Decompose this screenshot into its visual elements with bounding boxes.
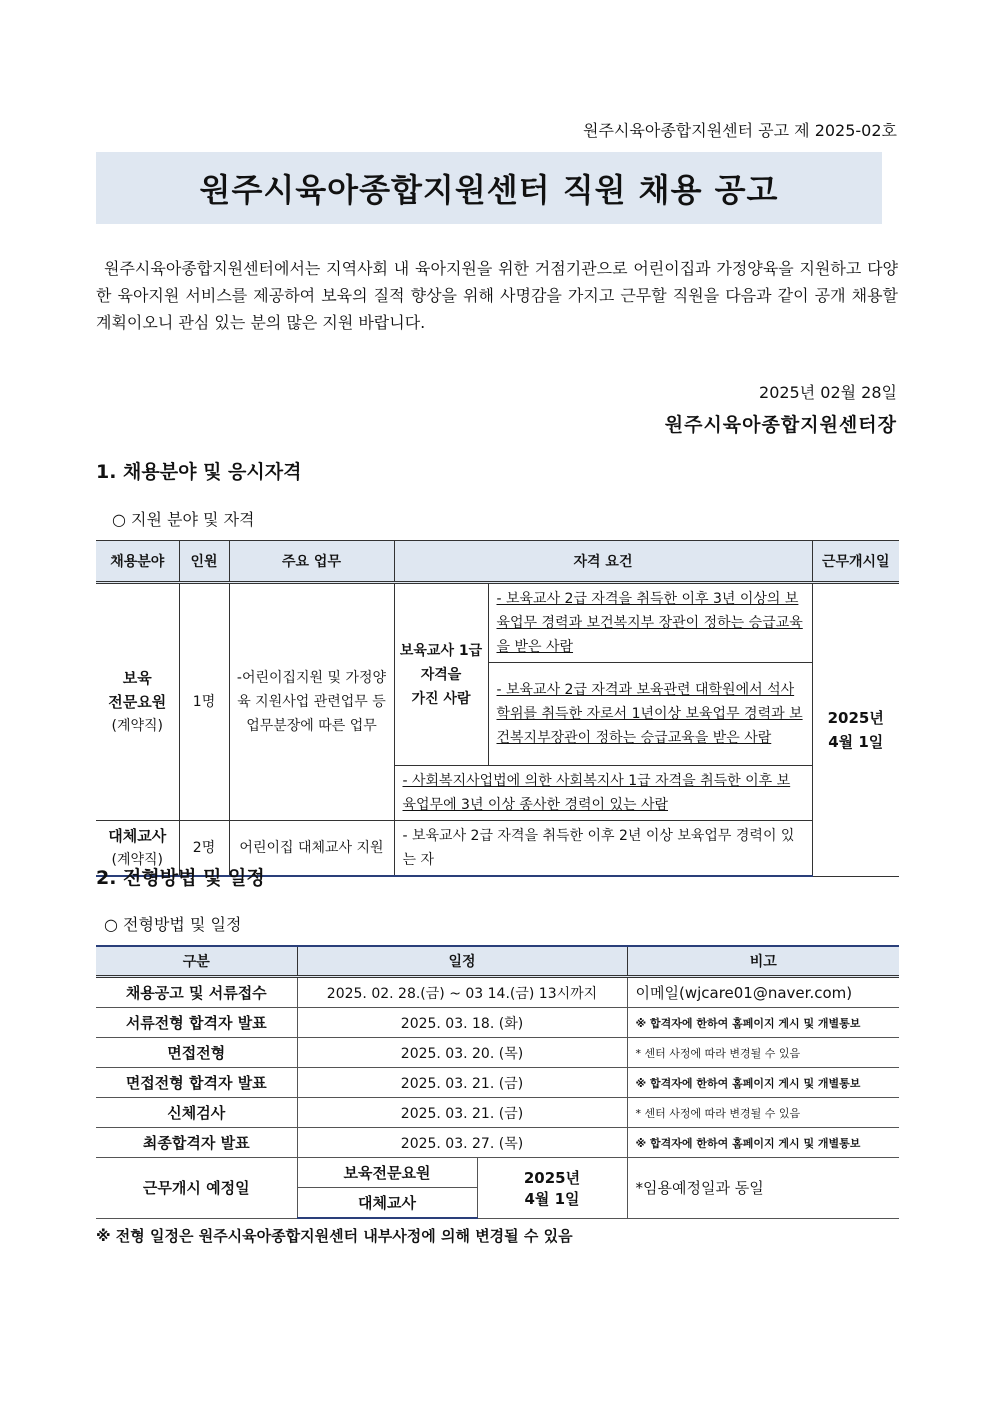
requirement-2: - 보육교사 2급 자격과 보육관련 대학원에서 석사학위를 취득한 자로서 1년이상 보육업무 경력과 보건복지부장관이 정하는 승급교육을 받은 사람 [488,663,812,766]
header-qualification: 자격 요건 [394,541,812,583]
start-date-line1: 2025년 [523,1168,581,1187]
step-note: 이메일(wjcare01@naver.com) [627,977,899,1008]
qual-group-line2: 자격을 [420,666,462,683]
step-schedule: 2025. 03. 20. (목) [297,1038,627,1068]
step-schedule: 2025. 03. 21. (금) [297,1068,627,1098]
table-row [96,1098,899,1128]
header-schedule: 일정 [297,946,627,977]
step-name: 면접전형 [96,1038,297,1068]
start-line2: 4월 1일 [828,732,884,751]
page-title: 원주시육아종합지원센터 직원 채용 공고 [199,171,779,209]
step-name: 채용공고 및 서류접수 [96,977,297,1008]
intro-paragraph: 원주시육아종합지원센터에서는 지역사회 내 육아지원을 위한 거점기관으로 어린이집과 가정양육을 지원하고 다양한 육아지원 서비스를 제공하여 보육의 질적 향상을 위해 사명감을 가지고 근무할 직원을 다음과 같이 공개 채용할 계획이오니 관심 있는 분의 많은 지원 바랍니다. [96,259,898,332]
duty-cell: 어린이집 대체교사 지원 [229,821,394,877]
requirement-1: - 보육교사 2급 자격을 취득한 이후 3년 이상의 보육업무 경력과 보건복지부 장관이 정하는 승급교육을 받은 사람 [488,583,812,663]
table-row [96,1128,899,1158]
step-name: 면접전형 합격자 발표 [96,1068,297,1098]
qualification-table [96,540,899,877]
step-schedule: 2025. 03. 27. (목) [297,1128,627,1158]
qual-group-line1: 보육교사 1급 [399,642,483,659]
start-row-name: 근무개시 예정일 [96,1158,297,1219]
step-schedule: 2025. 03. 18. (화) [297,1008,627,1038]
step-name: 최종합격자 발표 [96,1128,297,1158]
notice-date: 2025년 02월 28일 [759,383,897,402]
start-role-1: 보육전문요원 [297,1158,477,1188]
start-date-line2: 4월 1일 [524,1189,580,1208]
count-cell: 1명 [179,583,229,821]
table-row [96,583,899,663]
table-row [96,1158,899,1188]
start-note: *임용예정일과 동일 [627,1158,899,1219]
footnote: ※ 전형 일정은 원주시육아종합지원센터 내부사정에 의해 변경될 수 있음 [96,1227,573,1245]
section2-heading: 2. 전형방법 및 일정 [96,867,265,889]
header-start-date: 근무개시일 [812,541,899,583]
step-note: * 센터 사정에 따라 변경될 수 있음 [627,1038,899,1068]
issuer-name: 원주시육아종합지원센터장 [664,414,897,436]
header-field: 채용분야 [96,541,179,583]
field-sub-type: (계약직) [111,852,163,868]
header-count: 인원 [179,541,229,583]
requirement-sub: - 보육교사 2급 자격을 취득한 이후 2년 이상 보육업무 경력이 있는 자 [394,821,812,877]
step-note: ※ 합격자에 한하여 홈페이지 게시 및 개별통보 [627,1008,899,1038]
start-date-cell [812,583,899,877]
start-role-2: 대체교사 [297,1188,477,1219]
qual-group-cell [394,583,488,766]
field-sub-name: 대체교사 [108,827,167,845]
section1-heading: 1. 채용분야 및 응시자격 [96,461,302,483]
table-row [96,1068,899,1098]
section1-subheading: ○ 지원 분야 및 자격 [112,510,255,529]
step-name: 신체검사 [96,1098,297,1128]
step-schedule: 2025. 03. 21. (금) [297,1098,627,1128]
start-line1: 2025년 [827,708,884,727]
step-schedule: 2025. 02. 28.(금) ~ 03 14.(금) 13시까지 [297,977,627,1008]
step-name: 서류전형 합격자 발표 [96,1008,297,1038]
field-line1: 보육 [122,669,152,687]
table-header-row [96,946,899,977]
section2-subheading: ○ 전형방법 및 일정 [104,915,242,934]
field-line2: 전문요원 [108,693,167,711]
header-category: 구분 [96,946,297,977]
qual-group-line3: 가진 사람 [411,690,471,707]
step-note: ※ 합격자에 한하여 홈페이지 게시 및 개별통보 [627,1128,899,1158]
table-row [96,1038,899,1068]
notice-number: 원주시육아종합지원센터 공고 제 2025-02호 [583,121,897,140]
table-row [96,977,899,1008]
requirement-3: - 사회복지사업법에 의한 사회복지사 1급 자격을 취득한 이후 보육업무에 3년 이상 종사한 경력이 있는 사람 [394,766,812,821]
field-type: (계약직) [111,718,163,734]
table-row [96,1008,899,1038]
header-remark: 비고 [627,946,899,977]
title-banner [96,152,882,224]
schedule-table [96,945,899,1219]
step-note: * 센터 사정에 따라 변경될 수 있음 [627,1098,899,1128]
start-date [477,1158,627,1219]
field-childcare-expert [96,583,179,821]
duty-cell: -어린이집지원 및 가정양육 지원사업 관련업무 등 업무분장에 따른 업무 [229,583,394,821]
table-header-row [96,541,899,583]
count-cell: 2명 [179,821,229,877]
step-note: ※ 합격자에 한하여 홈페이지 게시 및 개별통보 [627,1068,899,1098]
header-duty: 주요 업무 [229,541,394,583]
